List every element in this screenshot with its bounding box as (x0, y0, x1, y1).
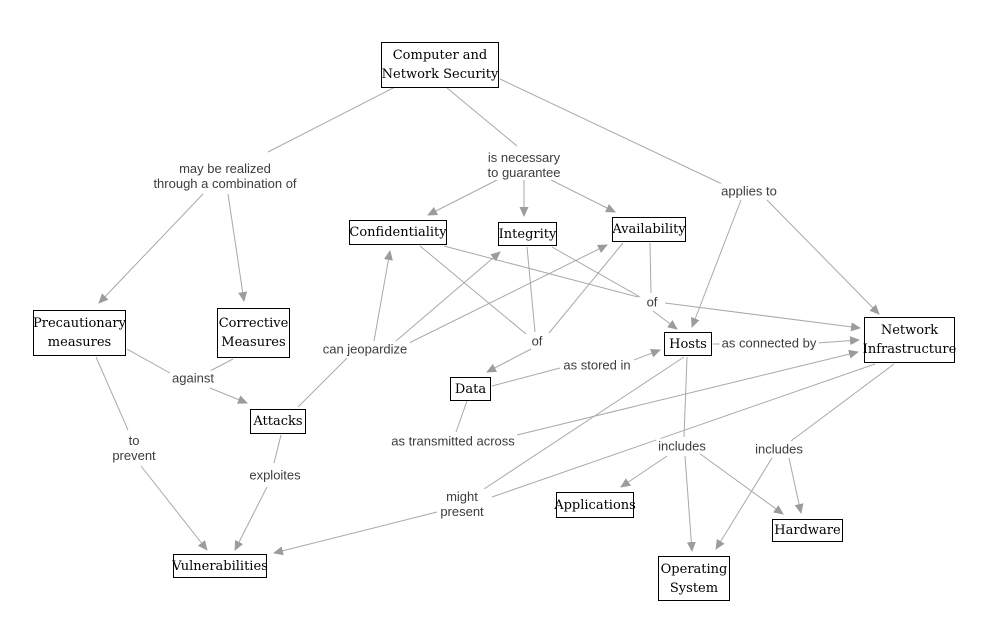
link-label-text: as connected by (721, 335, 817, 351)
edge-of-hosts-to-hosts (653, 311, 677, 329)
edge-cns-to-may-be-realized (268, 86, 397, 152)
node-network-infrastructure[interactable] (864, 317, 955, 363)
edge-can-jeopardize-to-integrity (396, 252, 500, 341)
edge-of-hosts-to-infrastructure (665, 303, 860, 328)
edge-against-to-attacks (210, 388, 247, 403)
link-label-text: to guarantee (487, 165, 561, 180)
node-label: Hosts (669, 336, 707, 352)
edge-exploites-to-vulnerabilities (235, 487, 267, 550)
link-label-applies-to (719, 184, 779, 199)
link-label-text: against (172, 370, 214, 386)
link-label-text: as stored in (563, 357, 631, 373)
edge-as-stored-in-to-hosts (634, 350, 660, 360)
node-label: Integrity (498, 226, 557, 242)
node-hosts[interactable] (664, 332, 712, 356)
link-label-includes-hosts (656, 439, 708, 454)
edge-may-be-realized-to-precautionary (99, 194, 203, 303)
link-label-against (170, 371, 216, 386)
link-label-to-prevent (110, 433, 157, 463)
edge-can-jeopardize-to-confidentiality (374, 251, 390, 341)
node-applications[interactable] (556, 492, 634, 518)
node-label: Availability (612, 222, 686, 237)
node-label: Network Security (381, 67, 499, 82)
node-label: Computer and (392, 48, 488, 63)
node-precautionary-measures[interactable] (33, 310, 126, 356)
edge-integrity-to-of-hosts (552, 247, 640, 297)
node-label: System (669, 580, 719, 596)
edge-includes2-to-hardware (789, 458, 801, 513)
edge-attacks-to-exploites (274, 435, 281, 463)
node-label: Measures (221, 335, 286, 350)
node-label: Attacks (253, 414, 303, 429)
edge-availability-to-of-hosts (650, 243, 651, 293)
link-label-of-hosts (645, 295, 660, 310)
node-computer-network-security[interactable] (381, 42, 499, 88)
edge-may-be-realized-to-corrective (228, 194, 244, 301)
link-label-text: exploites (249, 467, 301, 483)
link-label-text: to (128, 433, 140, 448)
node-integrity[interactable] (498, 222, 557, 246)
link-label-text: of (646, 294, 658, 310)
link-label-text: through a combination of (153, 176, 297, 191)
link-label-is-necessary (485, 150, 562, 180)
link-label-might-present (438, 489, 485, 519)
node-label: Network (880, 323, 939, 338)
node-label: Data (454, 381, 487, 397)
link-label-text: can jeopardize (322, 341, 408, 357)
link-label-text: includes (755, 441, 803, 457)
node-attacks[interactable] (250, 409, 306, 434)
node-label: measures (47, 335, 112, 350)
node-label: Precautionary (33, 316, 126, 331)
edge-infrastructure-to-might-present (492, 364, 875, 497)
link-label-text: might (446, 489, 478, 504)
link-label-exploites (247, 468, 302, 483)
link-label-text: may be realized (179, 161, 271, 176)
edge-is-necessary-to-availability (551, 180, 615, 212)
node-hardware[interactable] (772, 519, 843, 542)
node-label: Hardware (774, 523, 841, 538)
node-label: Confidentiality (349, 225, 447, 240)
link-label-text: of (531, 333, 543, 349)
edge-precautionary-to-to-prevent (96, 357, 128, 430)
node-label: Infrastructure (862, 342, 957, 357)
edge-as-connected-by-to-infrastructure (817, 340, 859, 343)
node-label: Applications (554, 497, 636, 513)
link-label-text: is necessary (487, 150, 561, 165)
link-label-may-be-realized (151, 161, 298, 191)
node-label: Corrective (218, 316, 289, 331)
edge-attacks-to-can-jeopardize (298, 358, 347, 407)
link-label-as-stored-in (561, 358, 632, 373)
edge-includes-to-hardware (699, 453, 783, 514)
edge-applies-to-to-hosts (692, 200, 741, 327)
edge-integrity-to-of-data (527, 247, 535, 332)
edge-applies-to-to-infrastructure (767, 200, 879, 314)
link-label-includes-infrastructure (753, 442, 805, 457)
node-operating-system[interactable] (658, 556, 730, 601)
link-label-as-transmitted-across (389, 434, 517, 449)
link-label-as-connected-by (720, 336, 819, 351)
edge-confidentiality-to-of-data (420, 246, 526, 334)
node-label: Operating (660, 561, 728, 577)
edge-includes-to-operating-system (685, 456, 692, 551)
edge-availability-to-of-data (549, 243, 623, 333)
link-label-of-data (530, 334, 545, 349)
link-label-text: prevent (112, 448, 156, 463)
node-availability[interactable] (612, 217, 686, 242)
edge-cns-to-is-necessary (447, 88, 517, 146)
node-data[interactable] (450, 377, 491, 401)
node-label: Vulnerabilities (172, 558, 268, 574)
edge-data-to-as-transmitted (456, 401, 467, 432)
edge-data-to-as-stored-in (492, 368, 560, 386)
edge-precautionary-to-against (127, 349, 170, 373)
node-corrective-measures[interactable] (217, 308, 290, 358)
edge-to-prevent-to-vulnerabilities (141, 466, 207, 550)
link-label-text: includes (658, 438, 706, 454)
link-label-text: applies to (721, 183, 777, 199)
node-confidentiality[interactable] (349, 220, 447, 245)
link-label-text: as transmitted across (391, 433, 515, 449)
edge-hosts-to-includes (684, 357, 687, 437)
link-label-can-jeopardize (321, 342, 410, 357)
link-label-text: present (440, 504, 484, 519)
edge-hosts-to-might-present (484, 357, 684, 489)
edge-corrective-to-against (210, 359, 233, 371)
node-vulnerabilities[interactable] (173, 554, 267, 578)
edge-confidentiality-to-of-hosts (444, 246, 638, 297)
edge-of-data-to-data (487, 349, 531, 372)
edge-might-present-to-vulnerabilities (274, 512, 437, 553)
edge-is-necessary-to-confidentiality (428, 180, 497, 215)
edge-includes-to-applications (621, 456, 667, 487)
